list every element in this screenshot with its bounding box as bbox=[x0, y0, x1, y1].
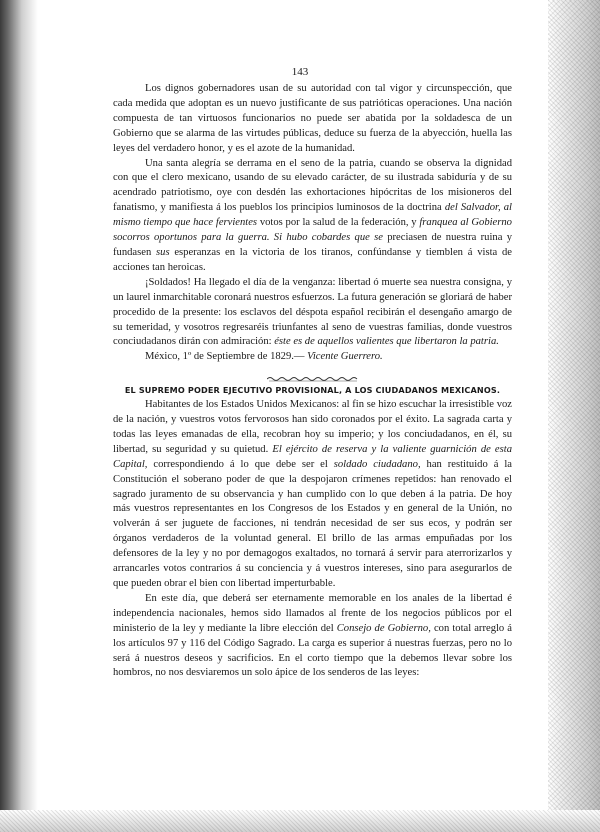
paragraph bbox=[113, 592, 512, 681]
italic-text-run: El ejército de reserva y la valiente guarnición de esta Capital, bbox=[113, 443, 513, 470]
scan-bottom-edge bbox=[0, 810, 600, 832]
italic-text-run: Consejo de Gobierno, bbox=[336, 622, 431, 634]
text-run: correspondiendo á lo que debe ser el bbox=[147, 458, 334, 470]
text-run: Los dignos gobernadores usan de su autoridad con tal vigor y circunspección, que cada medida que adoptan es un nuevo justificante de sus patrióticas operaciones. Una nación compuesta de tan virtuosos funcionarios no puede ser abatida por la soldadesca de un Gobierno que se alarma de las virtudes públicas, deduce su fuerza de la abyección, huella las leyes del verdadero honor, y es el azote de la humanidad. bbox=[113, 83, 512, 154]
paragraph bbox=[113, 276, 512, 351]
italic-text-run: franquea al Gobierno socorros oportunos para la guerra. Si hubo cobardes que se bbox=[113, 217, 512, 244]
paragraph bbox=[113, 157, 512, 276]
text-run: En este día, que deberá ser eternamente memorable en los anales de la libertad é independencia nacionales, hemos sido llamados al frente de los negocios públicos por el ministerio de la ley y mediante la libre elección del bbox=[113, 592, 512, 634]
text-run: esperanzas en la victoria de los tiranos, confúndanse y tiemblen á vista de acciones tan heroicas. bbox=[113, 246, 513, 273]
paragraph bbox=[113, 398, 512, 592]
page-number: 143 bbox=[291, 66, 309, 78]
italic-text-run: soldado ciudadano, bbox=[333, 458, 421, 470]
page-body bbox=[113, 82, 512, 681]
text-run: con total arreglo á los artículos 97 y 116 del Código Sagrado. La carga es superior á nuestras fuerzas, pero no lo será á nuestros deseos y sacrificios. En el corto tiempo que la debemos llevar sobre los hombros, no nos desviaremos un solo ápice de los senderos de las leyes: bbox=[113, 622, 513, 679]
italic-text-run: fervientes bbox=[215, 217, 258, 229]
section-provisional-executive bbox=[113, 383, 512, 681]
paragraph bbox=[113, 82, 512, 157]
ornamental-divider bbox=[267, 375, 359, 383]
italic-text-run: del Salvador, al mismo tiempo que hace bbox=[113, 202, 512, 229]
signature-line bbox=[113, 350, 512, 365]
text-run: Una santa alegría se derrama en el seno de la patria, cuando se observa la dignidad con que el clero mexicano, usando de su elevado carácter, de su ilustrada sabiduría y de su acendrado patriotismo, oye con desdén las exhortaciones hipócritas de los misioneros del fanatismo, y manifiesta á los pueblos los principios luminosos de la doctrina bbox=[113, 157, 512, 214]
scan-left-edge bbox=[0, 0, 38, 832]
section-guerrero-proclamation bbox=[113, 82, 512, 365]
text-run: Habitantes de los Estados Unidos Mexicanos: al fin se hizo escuchar la irresistible voz de la nación, y vuestros votos fervorosos han sido coronados por el éxito. La sagrada carta y todas las leyes emanadas de ella, recobran hoy su imperio; y los conciudadanos, en él, su libertad, su seguridad y su quietud. bbox=[113, 399, 512, 455]
text-run: votos por la salud de la federación, y bbox=[257, 217, 420, 229]
text-run: ¡Soldados! Ha llegado el día de la venganza: libertad ó muerte sea nuestra consigna, y un laurel inmarchitable coronará nuestros esfuerzos. La futura generación se gloriará de haber procedido de la presente: los esclavos del déspota español recibirán el desengaño amargo de su temeridad, y vosotros regresaréis triunfantes al seno de vuestras familias, donde vuestros conciudadanos dirán con admiración: bbox=[113, 276, 512, 348]
italic-text-run: sus bbox=[156, 246, 170, 258]
section-heading: EL SUPREMO PODER EJECUTIVO PROVISIONAL, A LOS CIUDADANOS MEXICANOS. bbox=[124, 385, 501, 396]
text-run: han restituido á la Constitución el soberano poder de que la despojaron crímenes repetidos: han renovado el sagrado juramento de su observancia y han cumplido con lo que deben á la patria. De hoy más vuestros representantes en los Congresos de los Estados y en general de la Unión, no volverán á ser juguete de facciones, ni tendrán necesidad de ser sus ecos, y podrán ser órganos verdaderos de la voluntad general. El brillo de las armas empuñadas por los defensores de la ley y no por demagogos exaltados, no tornará á servir para aterrorizarlos y arrancarles votos contrarios á su conciencia y á vuestros intereses, sino para asegurarlos de que pueden obrar el bien con libertad imperturbable. bbox=[113, 458, 512, 589]
signature-place-date: México, 1º de Septiembre de 1829.— bbox=[145, 351, 305, 363]
signature-name: Vicente Guerrero. bbox=[307, 351, 383, 363]
text-run: preciasen de nuestra ruina y fundasen bbox=[113, 232, 512, 258]
italic-text-run: éste es de aquellos valientes que libertaron la patria. bbox=[274, 336, 499, 348]
scan-right-edge bbox=[548, 0, 600, 832]
